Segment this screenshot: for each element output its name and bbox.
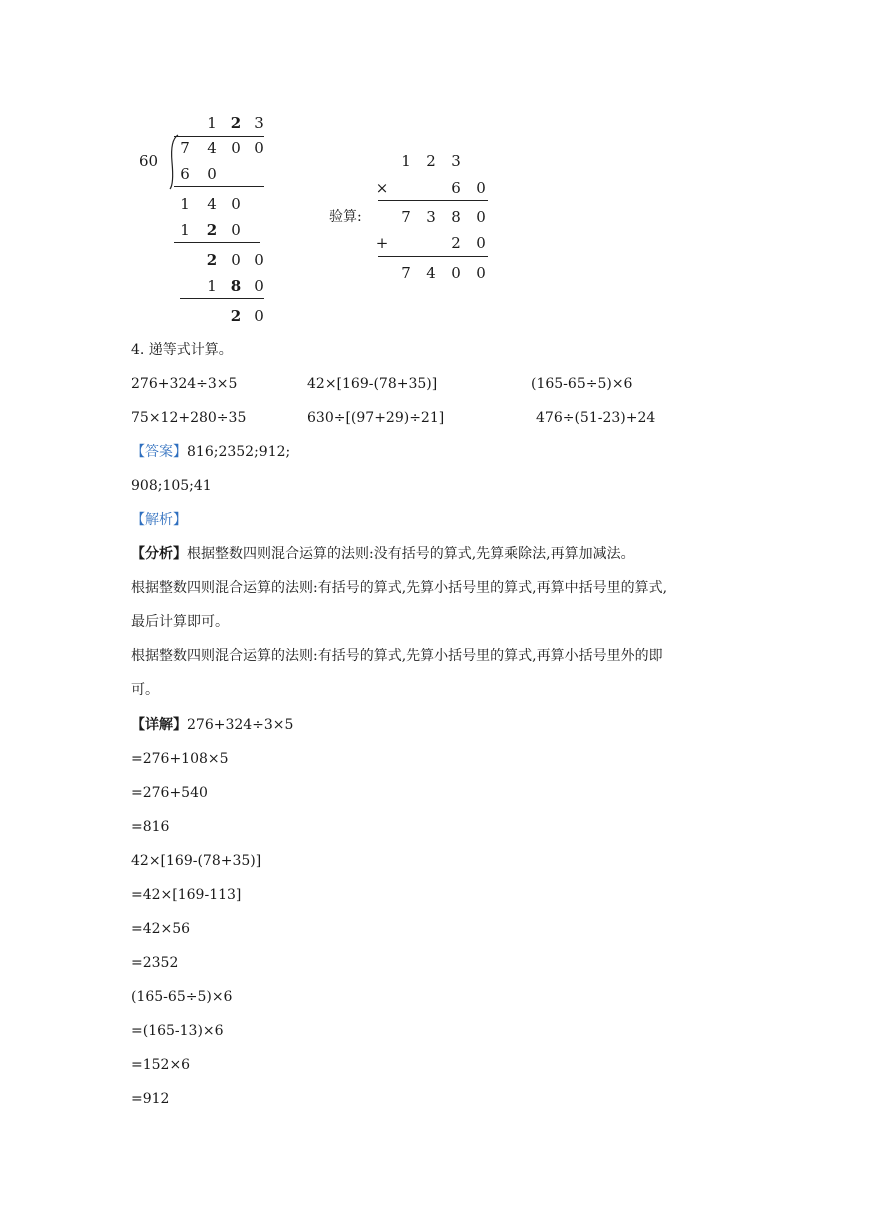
detail-step: (165-65÷5)×6 [131, 989, 233, 1005]
check-digit: 3 [451, 152, 461, 170]
check-digit: 0 [451, 264, 461, 282]
detail-step: =816 [131, 819, 170, 835]
detail-step: 42×[169-(78+35)] [131, 853, 262, 869]
analysis-text: 可。 [131, 682, 159, 698]
remainder-digit: 2 [230, 307, 242, 325]
detail-step: =42×56 [131, 921, 191, 937]
check-digit: 3 [426, 208, 436, 226]
division-digit: 1 [207, 277, 217, 295]
expression: 75×12+280÷35 [131, 410, 247, 426]
check-digit: 0 [476, 208, 486, 226]
answer-values: 816;2352;912; [187, 444, 291, 460]
expression: 476÷(51-23)+24 [536, 410, 656, 426]
analysis-sub-label: 【分析】 [131, 546, 187, 562]
check-digit: 2 [451, 234, 461, 252]
plus-sign: + [375, 234, 389, 252]
check-digit: 7 [401, 264, 411, 282]
question-title: 4. 递等式计算。 [131, 342, 233, 358]
detail-step: =276+108×5 [131, 751, 229, 767]
check-digit: 0 [476, 179, 486, 197]
analysis-label: 【解析】 [131, 512, 187, 528]
division-digit: 2 [206, 221, 218, 239]
check-label: 验算: [329, 209, 362, 225]
division-digit: 0 [254, 251, 264, 269]
expression: 276+324÷3×5 [131, 376, 238, 392]
check-line [378, 256, 488, 257]
check-digit: 6 [451, 179, 461, 197]
analysis-line [131, 545, 635, 563]
check-digit: 0 [476, 234, 486, 252]
expression: 42×[169-(78+35)] [307, 376, 438, 392]
check-line [378, 200, 488, 201]
quotient-digit: 1 [207, 114, 217, 132]
quotient-digit: 2 [230, 114, 242, 132]
division-line [174, 186, 264, 187]
dividend-digit: 7 [180, 139, 190, 157]
detail-step: 276+324÷3×5 [187, 717, 294, 733]
times-sign: × [375, 179, 389, 197]
divisor: 60 [139, 152, 159, 170]
division-digit: 1 [180, 221, 190, 239]
division-digit: 1 [180, 195, 190, 213]
division-digit: 6 [180, 165, 190, 183]
detail-step: =276+540 [131, 785, 208, 801]
quotient-digit: 3 [254, 114, 264, 132]
division-digit: 0 [254, 277, 264, 295]
check-digit: 2 [426, 152, 436, 170]
remainder-digit: 0 [254, 307, 264, 325]
detail-step: =(165-13)×6 [131, 1023, 224, 1039]
answer-label: 【答案】 [131, 444, 187, 460]
expression: (165-65÷5)×6 [531, 376, 633, 392]
division-line [174, 242, 260, 243]
analysis-text: 最后计算即可。 [131, 614, 229, 630]
division-line [180, 298, 264, 299]
analysis-text: 根据整数四则混合运算的法则:有括号的算式,先算小括号里的算式,再算中括号里的算式, [131, 580, 668, 596]
division-digit: 0 [231, 221, 241, 239]
division-digit: 4 [207, 195, 217, 213]
answer-values-2: 908;105;41 [131, 478, 212, 494]
dividend-digit: 0 [254, 139, 264, 157]
detail-line [131, 716, 293, 734]
answer-line [131, 443, 290, 461]
detail-step: =42×[169-113] [131, 887, 242, 903]
dividend-digit: 0 [231, 139, 241, 157]
division-digit: 2 [206, 251, 218, 269]
check-digit: 8 [451, 208, 461, 226]
division-digit: 8 [230, 277, 242, 295]
expression: 630÷[(97+29)÷21] [307, 410, 445, 426]
division-digit: 0 [231, 195, 241, 213]
check-digit: 1 [401, 152, 411, 170]
check-digit: 7 [401, 208, 411, 226]
detail-step: =912 [131, 1091, 170, 1107]
detail-step: =152×6 [131, 1057, 191, 1073]
detail-step: =2352 [131, 955, 179, 971]
check-digit: 4 [426, 264, 436, 282]
division-digit: 0 [231, 251, 241, 269]
division-top-line [174, 136, 264, 137]
division-digit: 0 [207, 165, 217, 183]
analysis-text: 根据整数四则混合运算的法则:没有括号的算式,先算乘除法,再算加减法。 [187, 546, 635, 562]
detail-label: 【详解】 [131, 717, 187, 733]
check-digit: 0 [476, 264, 486, 282]
dividend-digit: 4 [207, 139, 217, 157]
analysis-text: 根据整数四则混合运算的法则:有括号的算式,先算小括号里的算式,再算小括号里外的即 [131, 648, 663, 664]
